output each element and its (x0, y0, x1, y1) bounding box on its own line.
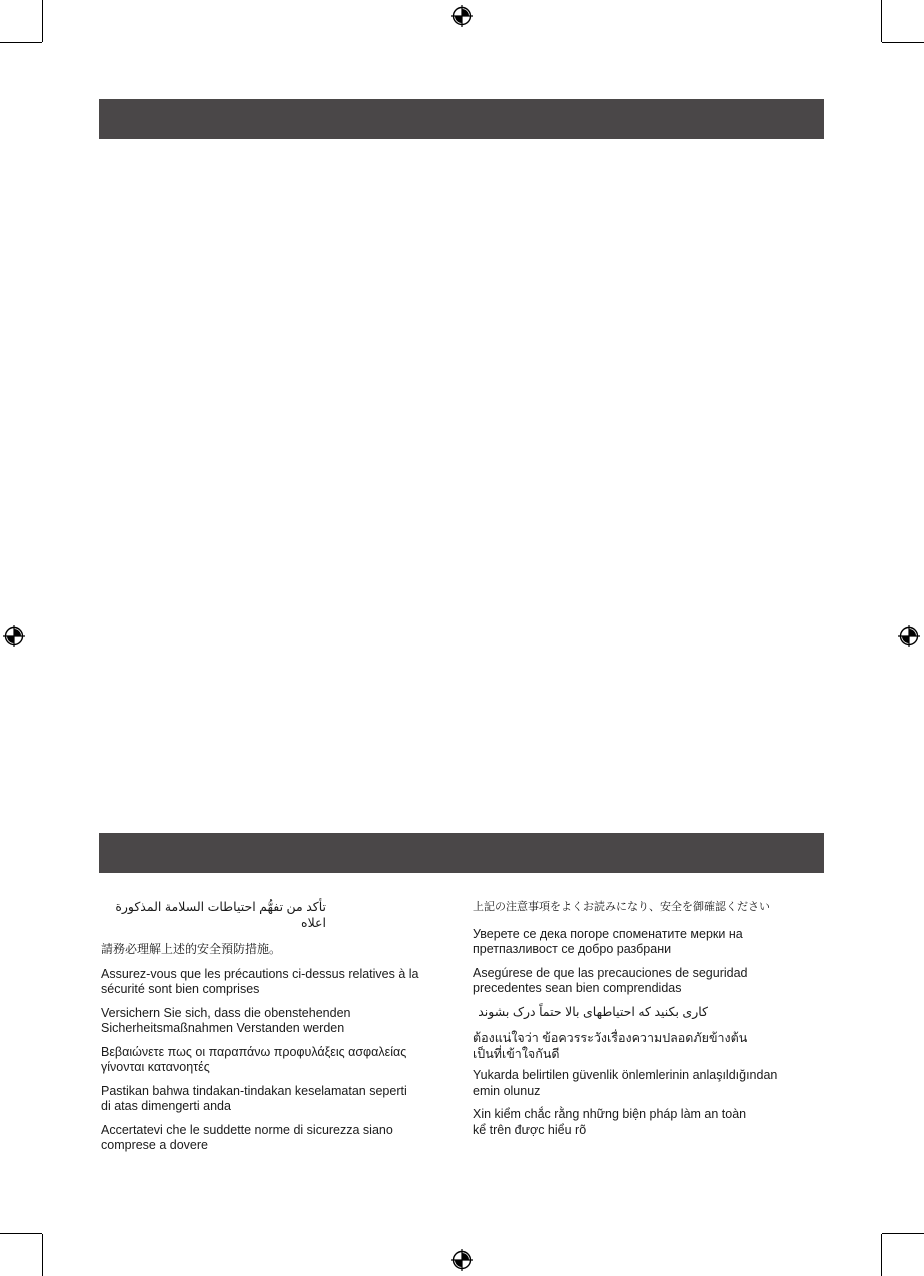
safety-notice-vietnamese: Xin kiểm chắc rằng những biện pháp làm an toàn kể trên được hiểu rõ (473, 1107, 747, 1137)
section-header-bar-top (99, 99, 824, 139)
crop-mark (42, 0, 43, 42)
crop-mark (0, 1233, 42, 1234)
safety-notice-bulgarian: Уверете се дека погоре споменатите мерки на претпазливост се добро разбрани (473, 926, 743, 956)
safety-notice-column-left (101, 900, 451, 1162)
safety-notice-japanese: 上記の注意事項をよくお読みになり、安全を御確認ください (473, 901, 770, 913)
crop-mark (882, 42, 924, 43)
safety-notice-greek: Βεβαιώνετε πως οι παραπάνω προφυλάξεις ασφαλείας γίνονται κατανοητές (101, 1044, 407, 1074)
registration-target-icon (3, 625, 25, 647)
safety-notice-column-right (473, 900, 823, 1146)
safety-notice-persian: کاری بکنید که احتیاطهای بالا حتماً درک بشوند (478, 1004, 708, 1019)
section-header-bar-bottom (99, 833, 824, 873)
safety-notice-german: Versichern Sie sich, dass die obenstehenden Sicherheitsmaßnahmen Verstanden werden (101, 1005, 351, 1035)
safety-notice-french: Assurez-vous que les précautions ci-dessus relatives à la sécurité sont bien comprises (101, 966, 419, 996)
crop-mark (0, 42, 42, 43)
safety-notice-turkish: Yukarda belirtilen güvenlik önlemlerinin anlaşıldığından emin olunuz (473, 1068, 778, 1098)
crop-mark (881, 1234, 882, 1276)
safety-notice-spanish: Asegúrese de que las precauciones de seguridad precedentes sean bien comprendidas (473, 965, 748, 995)
registration-target-icon (451, 1249, 473, 1271)
crop-mark (882, 1233, 924, 1234)
registration-target-icon (898, 625, 920, 647)
safety-notice-thai: ต้องแน่ใจว่า ข้อควรระวังเรื่องความปลอดภัยข้างต้น เป็นที่เข้าใจกันดี (473, 1031, 748, 1061)
safety-notice-italian: Accertatevi che le suddette norme di sicurezza siano comprese a dovere (101, 1122, 393, 1152)
crop-mark (881, 0, 882, 42)
crop-mark (42, 1234, 43, 1276)
safety-notice-indonesian: Pastikan bahwa tindakan-tindakan keselamatan seperti di atas dimengerti anda (101, 1083, 407, 1113)
registration-target-icon (451, 5, 473, 27)
safety-notice-chinese: 請務必理解上述的安全預防措施。 (101, 942, 282, 956)
safety-notice-arabic: تأكد من تفهُّم احتياطات السلامة المذكورة اعلاه (115, 900, 326, 930)
